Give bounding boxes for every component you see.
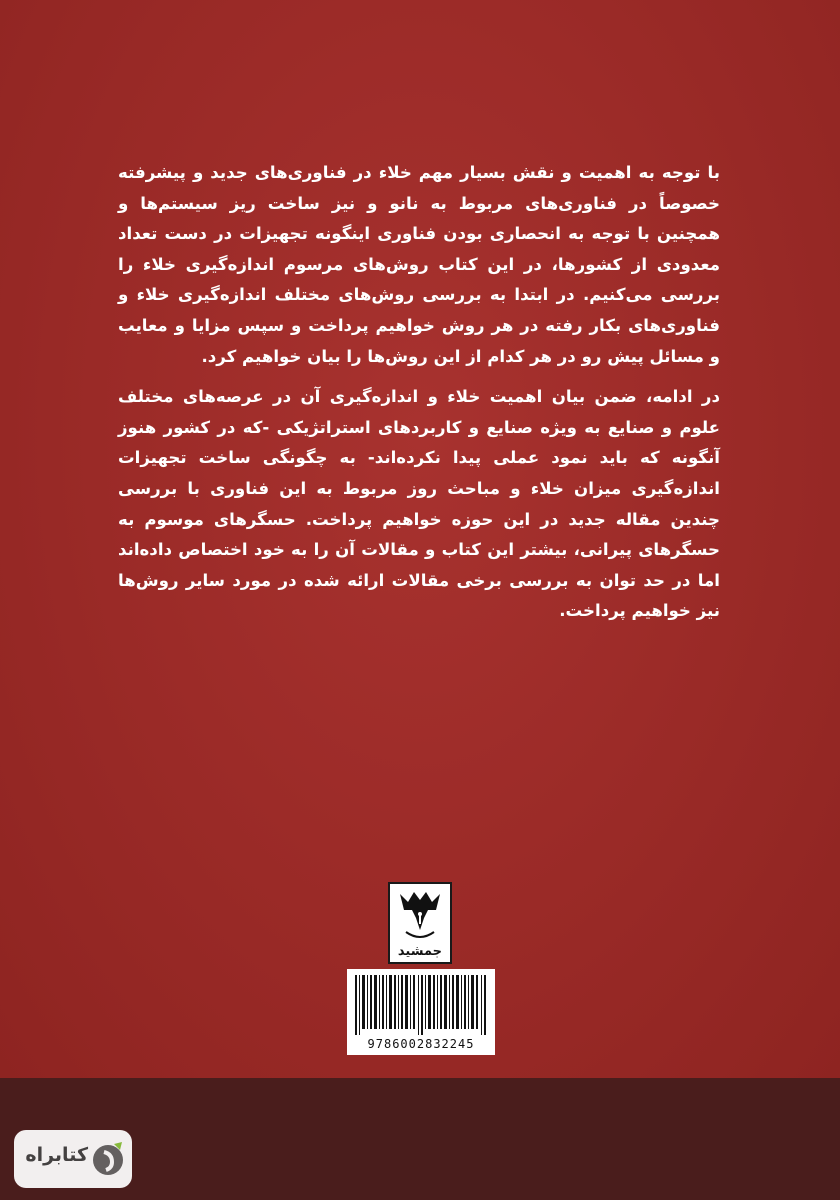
blurb-paragraph-1: با توجه به اهمیت و نقش بسیار مهم خلاء در فناوری‌های جدید و پیشرفته خصوصاً در فناوری‌های مربوط به نانو و نیز ساخت ریز سیستم‌ها و همچنین با توجه به انحصاری بودن فناوری اینگونه تجهیزات در دست تعداد معدودی از کشورها، در این کتاب روش‌های مرسوم اندازه‌گیری خلاء را بررسی می‌کنیم. در ابتدا به بررسی روش‌های مختلف اندازه‌گیری خلاء و فناوری‌های بکار رفته در هر روش خواهیم پرداخت و سپس مزایا و معایب و مسائل پیش رو در هر کدام از این روش‌ها را بیان خواهیم کرد.	[118, 163, 720, 366]
blurb-paragraph-2: در ادامه، ضمن بیان اهمیت خلاء و اندازه‌گیری آن در عرصه‌های مختلف علوم و صنایع به ویژه صنایع و کاربردهای استراتژیکی -که در کشور هنوز آنگونه که باید نمود عملی پیدا نکرده‌اند- به چگونگی ساخت تجهیزات اندازه‌گیری میزان خلاء و مباحث روز مربوط به این فناوری با بررسی چندین مقاله جدید در این حوزه خواهیم پرداخت. حسگرهای موسوم به حسگرهای پیرانی، بیشتر این کتاب و مقالات آن را به خود اختصاص داده‌اند اما در حد توان به بررسی برخی مقالات ارائه شده در مورد سایر روش‌ها نیز خواهیم پرداخت.	[118, 387, 720, 621]
ketabrah-logo-icon	[90, 1140, 126, 1178]
isbn-digits: 9786002832245	[367, 1037, 475, 1051]
pen-nib-crown-icon	[390, 884, 450, 944]
publisher-name: جمشید	[397, 944, 443, 959]
cover-blurb	[118, 158, 720, 637]
isbn-barcode	[347, 969, 495, 1055]
publisher-logo	[388, 882, 452, 964]
watermark-text: کتابراه	[25, 1144, 88, 1166]
barcode-bars	[353, 975, 489, 1035]
ketabrah-watermark	[14, 1130, 132, 1188]
